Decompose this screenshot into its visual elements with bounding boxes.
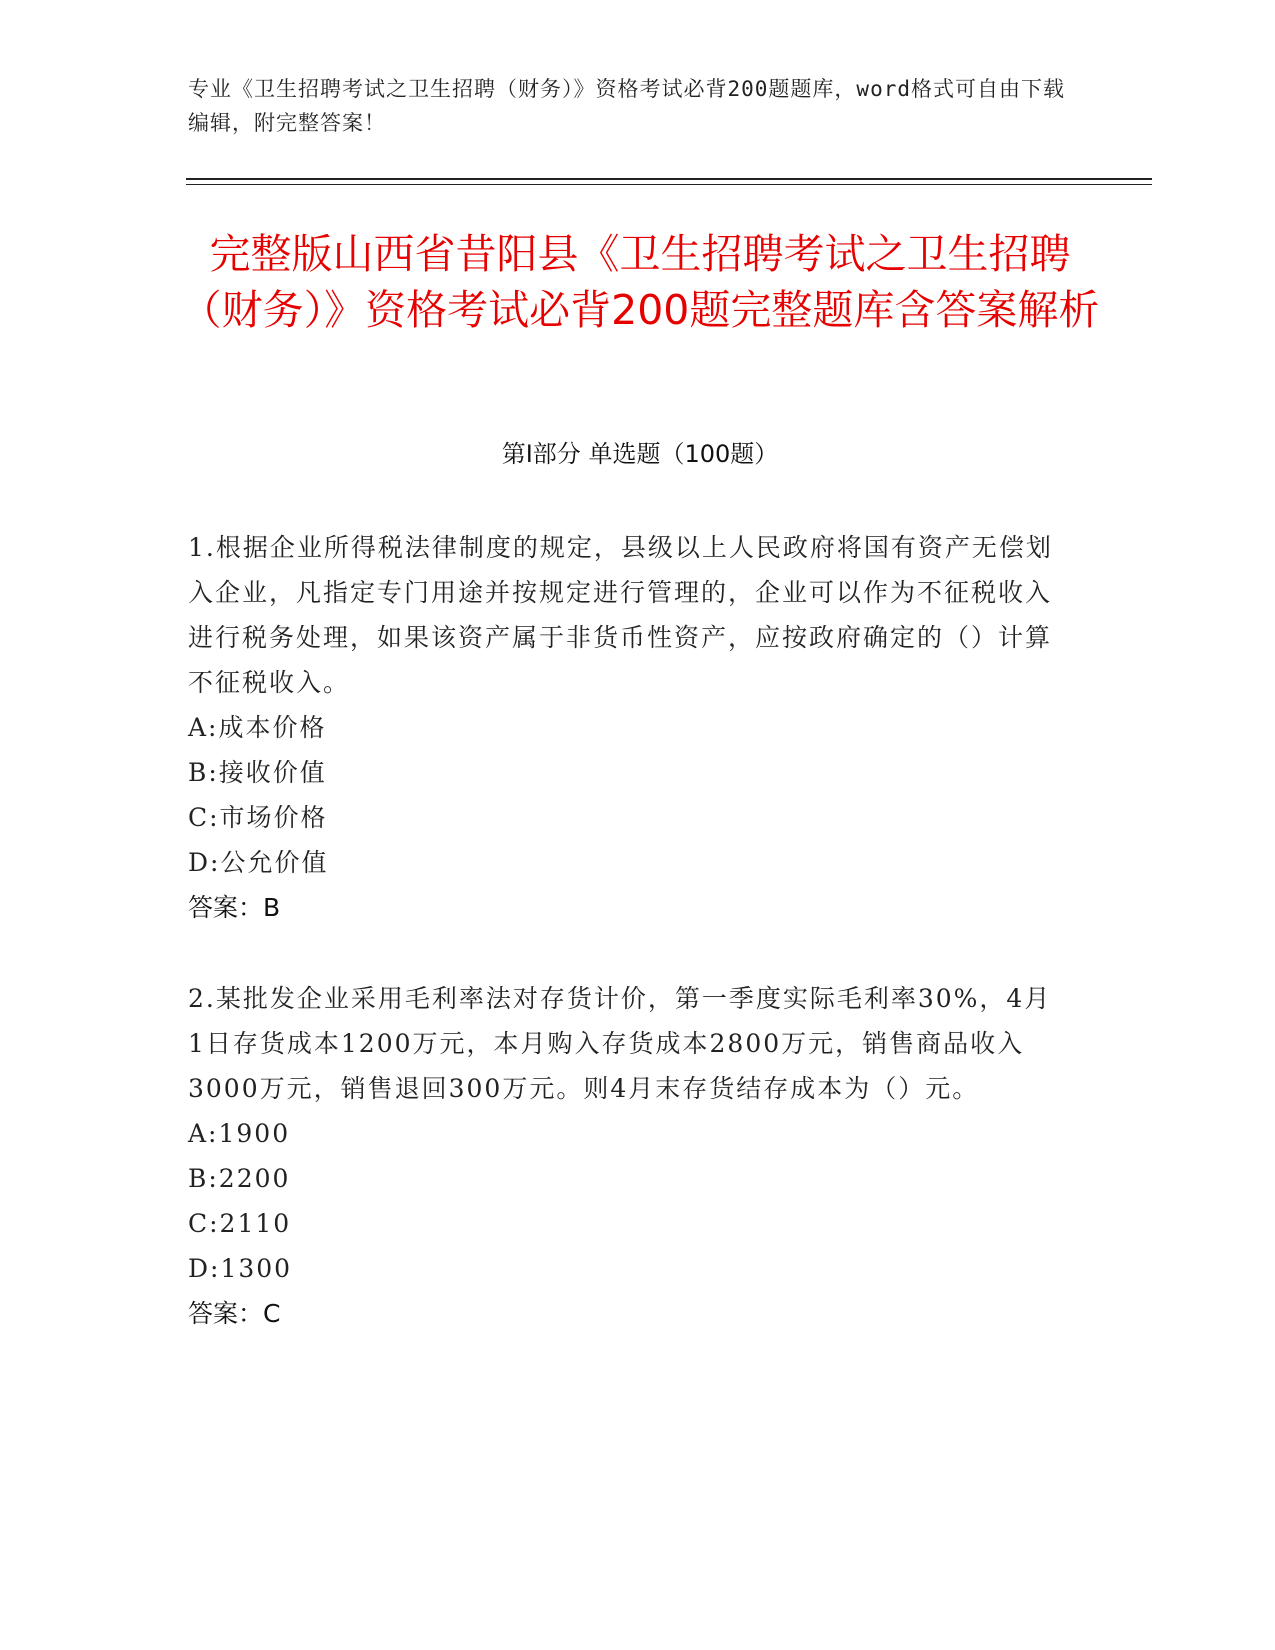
document-title: 完整版山西省昔阳县《卫生招聘考试之卫生招聘（财务）》资格考试必背200题完整题库含答案解析 (180, 230, 1100, 334)
question-2 (188, 976, 1068, 1336)
question-1 (188, 525, 1068, 930)
question-stem: 1.根据企业所得税法律制度的规定，县级以上人民政府将国有资产无偿划入企业，凡指定专门用途并按规定进行管理的，企业可以作为不征税收入进行税务处理，如果该资产属于非货币性资产，应按政府确定的（）计算不征税收入。 (188, 533, 1053, 697)
header-note: 专业《卫生招聘考试之卫生招聘（财务）》资格考试必背200题题库，word格式可自由下载编辑，附完整答案！ (188, 77, 1065, 135)
question-list (188, 525, 1068, 1382)
section-title: 第Ⅰ部分 单选题（100题） (501, 440, 779, 468)
answer: 答案：C (188, 1299, 281, 1328)
option-a: A:1900 (188, 1119, 291, 1148)
option-a: A:成本价格 (188, 713, 327, 742)
option-b: B:2200 (188, 1164, 291, 1193)
question-stem: 2.某批发企业采用毛利率法对存货计价，第一季度实际毛利率30%，4月1日存货成本1200万元，本月购入存货成本2800万元，销售商品收入3000万元，销售退回300万元。则4月末存货结存成本为（）元。 (188, 984, 1052, 1103)
answer: 答案：B (188, 893, 281, 922)
header-divider-thick (186, 178, 1152, 180)
option-d: D:1300 (188, 1254, 293, 1283)
option-c: C:2110 (188, 1209, 292, 1238)
option-b: B:接收价值 (188, 758, 327, 787)
header-divider-thin (186, 184, 1152, 185)
option-c: C:市场价格 (188, 803, 328, 832)
option-d: D:公允价值 (188, 848, 329, 877)
